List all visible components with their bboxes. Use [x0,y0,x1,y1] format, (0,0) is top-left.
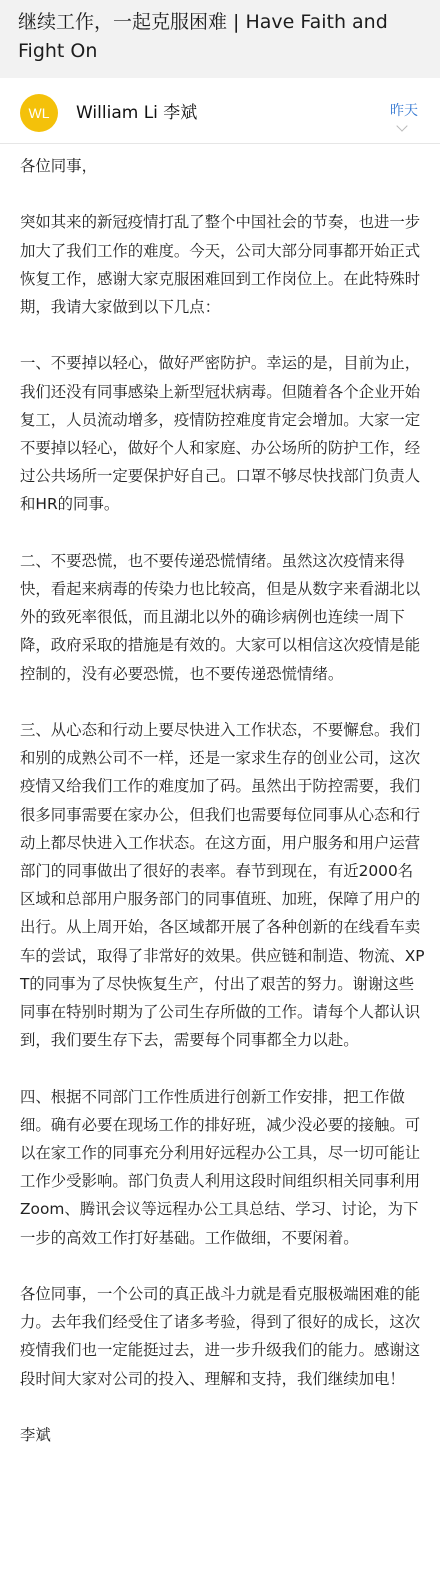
greeting: 各位同事， [20,157,97,175]
point-one-paragraph: 一、不要掉以轻心，做好严密防护。幸运的是，目前为止，我们还没有同事感染上新型冠状病毒。但随着各个企业开始复工，人员流动增多，疫情防控难度肯定会增加。大家一定不要掉以轻心，做好个人和家庭、办公场所的防护工作，经过公共场所一定要保护好自己。口罩不够尽快找部门负责人和HR的同事。 [20,354,421,514]
email-body [0,144,440,1449]
chevron-down-icon[interactable] [396,120,407,131]
sent-date[interactable]: 昨天 [390,103,418,119]
closing-paragraph: 各位同事，一个公司的真正战斗力就是看克服极端困难的能力。去年我们经受住了诸多考验，得到了很好的成长，这次疫情我们也一定能挺过去，进一步升级我们的能力。感谢这段时间大家对公司的投入、理解和支持，我们继续加电！ [20,1285,421,1388]
point-four-paragraph: 四、根据不同部门工作性质进行创新工作安排，把工作做细。确有必要在现场工作的排好班，减少没必要的接触。可以在家工作的同事充分利用好远程办公工具，尽一切可能让工作少受影响。部门负责人利用这段时间组织相关同事利用Zoom、腾讯会议等远程办公工具总结、学习、讨论，为下一步的高效工作打好基础。工作做细，不要闲着。 [20,1087,421,1247]
intro-paragraph: 突如其来的新冠疫情打乱了整个中国社会的节奏，也进一步加大了我们工作的难度。今天，公司大部分同事都开始正式恢复工作，感谢大家克服困难回到工作岗位上。在此特殊时期，我请大家做到以下几点： [20,213,421,316]
sender-row[interactable] [0,78,440,144]
avatar[interactable]: WL [20,94,58,132]
point-three-paragraph: 三、从心态和行动上要尽快进入工作状态，不要懈怠。我们和别的成熟公司不一样，还是一家求生存的创业公司，这次疫情又给我们工作的难度加了码。虽然出于防控需要，我们很多同事需要在家办公，但我们也需要每位同事从心态和行动上都尽快进入工作状态。在这方面，用户服务和用户运营部门的同事做出了很好的表率。春节到现在，有近2000名区域和总部用户服务部门的同事值班、加班，保障了用户的出行。从上周开始，各区域都开展了各种创新的在线看车卖车的尝试，取得了非常好的效果。供应链和制造、物流、XPT的同事为了尽快恢复生产，付出了艰苦的努力。谢谢这些同事在特别时期为了公司生存所做的工作。请每个人都认识到，我们要生存下去，需要每个同事都全力以赴。 [20,721,425,1050]
point-two-paragraph: 二、不要恐慌，也不要传递恐慌情绪。虽然这次疫情来得快，看起来病毒的传染力也比较高，但是从数字来看湖北以外的致死率很低，而且湖北以外的确诊病例也连续一周下降，政府采取的措施是有效的。大家可以相信这次疫情是能控制的，没有必要恐慌，也不要传递恐慌情绪。 [20,551,421,683]
email-subject-bar [0,0,440,78]
sender-name[interactable]: William Li 李斌 [76,103,198,123]
signature: 李斌 [20,1426,51,1445]
email-subject: 继续工作，一起克服困难 | Have Faith and Fight On [18,11,388,62]
